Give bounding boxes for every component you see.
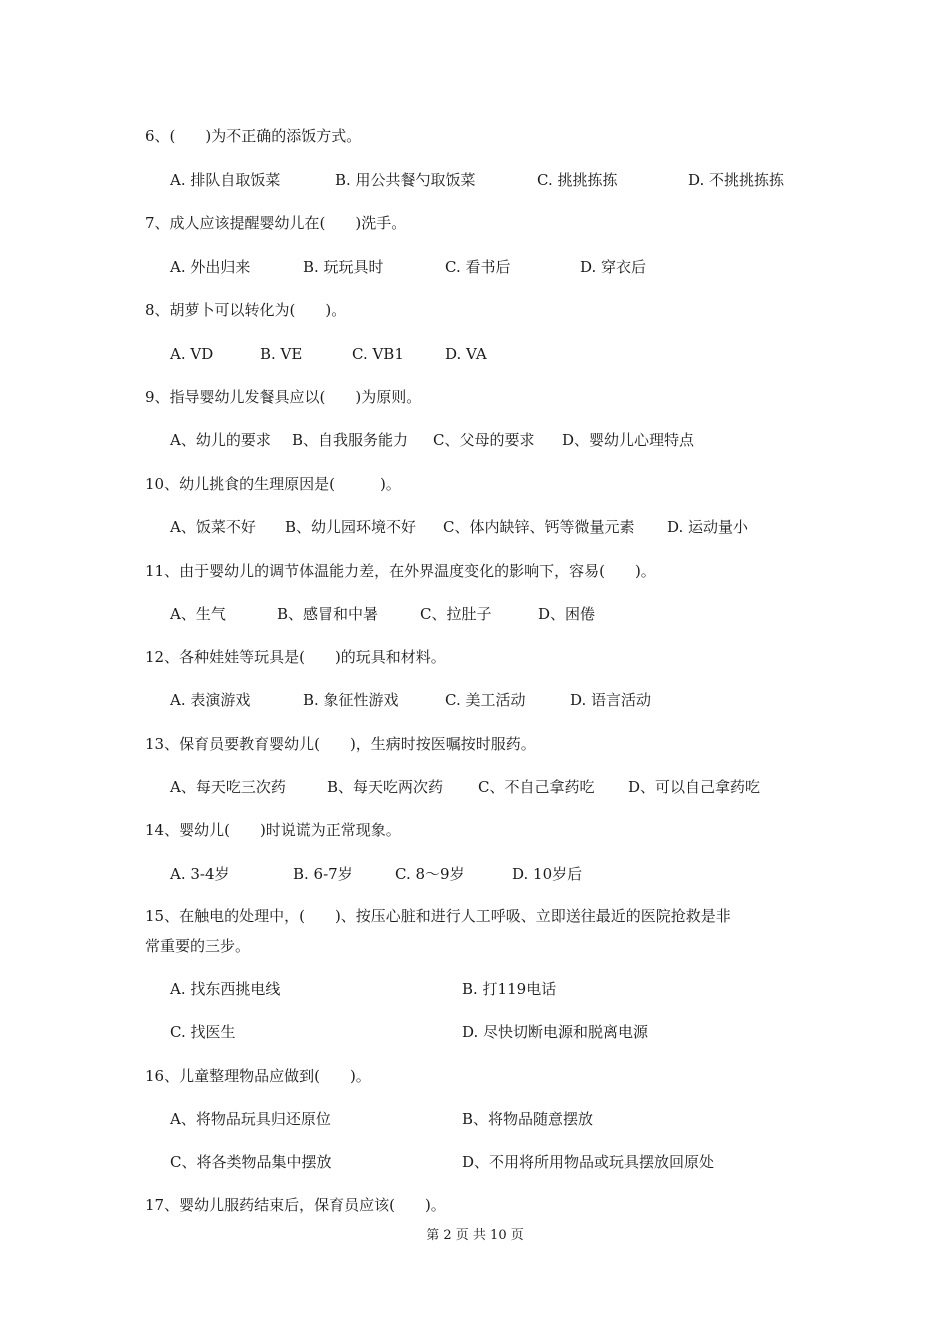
option-d: D、困倦 xyxy=(538,605,596,623)
option-c: C. VB1 xyxy=(352,345,404,363)
option-b: B. 6-7岁 xyxy=(293,865,353,883)
question-14: 14、婴幼儿( )时说谎为正常现象。 xyxy=(145,821,401,839)
option-d: D. 运动量小 xyxy=(667,518,749,536)
option-b: B. VE xyxy=(260,345,303,363)
option-d: D、可以自己拿药吃 xyxy=(628,778,761,796)
question-13: 13、保育员要教育婴幼儿( )，生病时按医嘱按时服药。 xyxy=(145,735,536,753)
option-b: B. 玩玩具时 xyxy=(303,258,384,276)
option-a: A、幼儿的要求 xyxy=(170,431,271,449)
question-16: 16、儿童整理物品应做到( )。 xyxy=(145,1067,371,1085)
option-d: D、婴幼儿心理特点 xyxy=(562,431,695,449)
option-a: A. 排队自取饭菜 xyxy=(170,171,281,189)
question-10: 10、幼儿挑食的生理原因是( )。 xyxy=(145,475,401,493)
option-c: C、不自己拿药吃 xyxy=(478,778,595,796)
option-c: C. 找医生 xyxy=(170,1023,236,1041)
option-a: A. 找东西挑电线 xyxy=(170,980,281,998)
option-c: C. 挑挑拣拣 xyxy=(537,171,618,189)
question-7: 7、成人应该提醒婴幼儿在( )洗手。 xyxy=(145,214,407,232)
option-d: D. 不挑挑拣拣 xyxy=(688,171,785,189)
option-b: B. 用公共餐勺取饭菜 xyxy=(335,171,476,189)
option-d: D. VA xyxy=(445,345,487,363)
question-9: 9、指导婴幼儿发餐具应以( )为原则。 xyxy=(145,388,422,406)
option-d: D. 语言活动 xyxy=(570,691,652,709)
question-17: 17、婴幼儿服药结束后，保育员应该( )。 xyxy=(145,1196,446,1214)
option-a: A. 3-4岁 xyxy=(170,865,230,883)
option-d: D. 穿衣后 xyxy=(580,258,647,276)
question-8: 8、胡萝卜可以转化为( )。 xyxy=(145,301,347,319)
option-d: D. 尽快切断电源和脱离电源 xyxy=(462,1023,649,1041)
option-c: C、拉肚子 xyxy=(420,605,492,623)
option-c: C、父母的要求 xyxy=(433,431,535,449)
option-d: D、不用将所用物品或玩具摆放回原处 xyxy=(462,1153,715,1171)
question-11: 11、由于婴幼儿的调节体温能力差，在外界温度变化的影响下，容易( )。 xyxy=(145,562,656,580)
page-footer: 第 2 页 共 10 页 xyxy=(426,1228,524,1243)
question-12: 12、各种娃娃等玩具是( )的玩具和材料。 xyxy=(145,648,446,666)
option-b: B、自我服务能力 xyxy=(292,431,409,449)
option-c: C、将各类物品集中摆放 xyxy=(170,1153,332,1171)
option-c: C. 美工活动 xyxy=(445,691,526,709)
option-a: A、饭菜不好 xyxy=(170,518,256,536)
option-c: C. 8～9岁 xyxy=(395,865,465,883)
option-b: B、将物品随意摆放 xyxy=(462,1110,594,1128)
option-a: A、生气 xyxy=(170,605,226,623)
option-a: A. 外出归来 xyxy=(170,258,251,276)
option-c: C、体内缺锌、钙等微量元素 xyxy=(443,518,635,536)
option-a: A. VD xyxy=(170,345,214,363)
option-a: A、每天吃三次药 xyxy=(170,778,286,796)
option-c: C. 看书后 xyxy=(445,258,511,276)
option-b: B、每天吃两次药 xyxy=(327,778,444,796)
option-a: A. 表演游戏 xyxy=(170,691,251,709)
option-b: B、感冒和中暑 xyxy=(277,605,379,623)
option-b: B、幼儿园环境不好 xyxy=(285,518,417,536)
question-6: 6、( )为不正确的添饭方式。 xyxy=(145,127,362,145)
option-a: A、将物品玩具归还原位 xyxy=(170,1110,331,1128)
question-15-continued: 常重要的三步。 xyxy=(145,937,251,955)
option-b: B. 象征性游戏 xyxy=(303,691,399,709)
option-b: B. 打119电话 xyxy=(462,980,557,998)
option-d: D. 10岁后 xyxy=(512,865,583,883)
question-15: 15、在触电的处理中，( )、按压心脏和进行人工呼吸、立即送往最近的医院抢救是非 xyxy=(145,907,731,925)
